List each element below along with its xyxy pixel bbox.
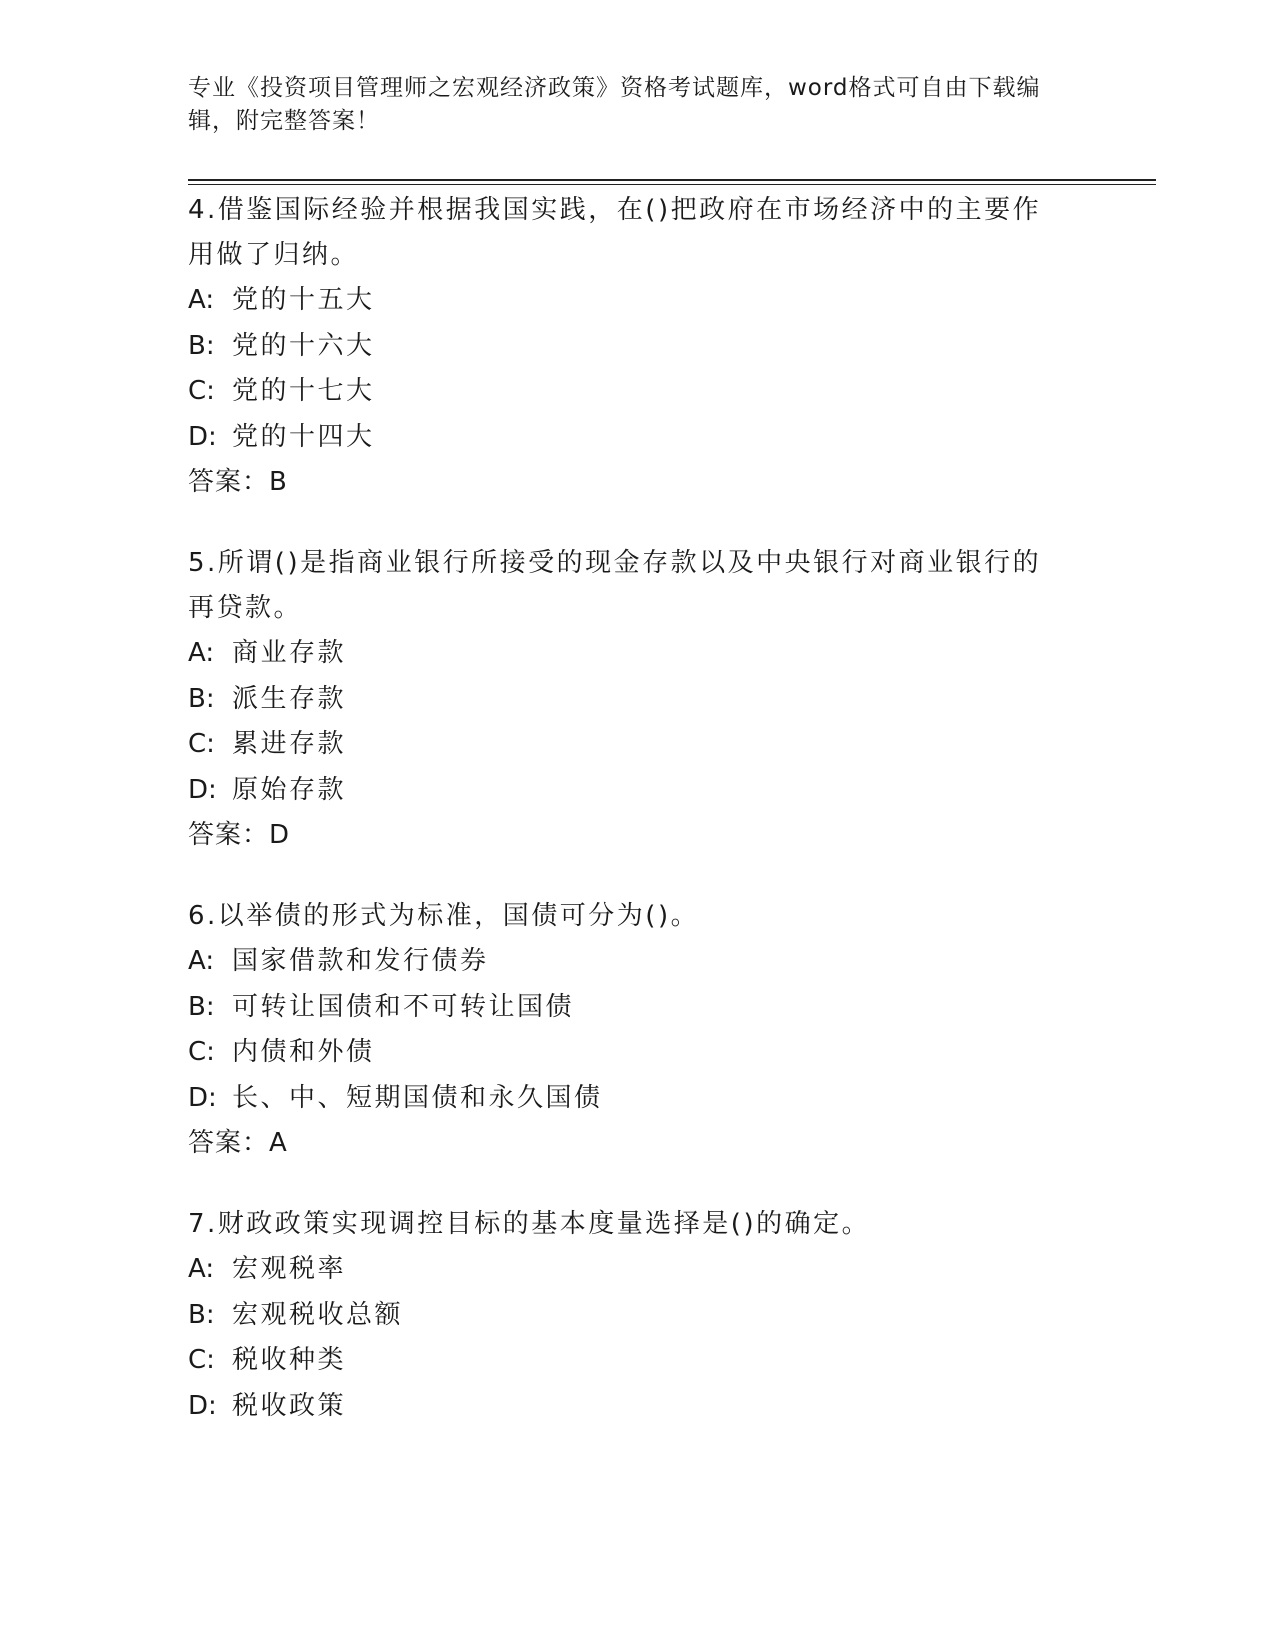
option-text: 商业存款	[232, 638, 347, 668]
option-d	[188, 415, 1088, 461]
question-stem: 7.财政政策实现调控目标的基本度量选择是()的确定。	[188, 1209, 871, 1239]
option-letter: A:	[188, 638, 215, 668]
option-b	[188, 324, 1088, 370]
option-letter: C:	[188, 1345, 215, 1375]
answer-line: 答案：B	[188, 467, 288, 497]
option-a	[188, 278, 1088, 324]
option-a	[188, 939, 1088, 985]
question-list	[188, 188, 1088, 1465]
option-text: 派生存款	[232, 683, 347, 714]
option-letter: A:	[188, 946, 215, 976]
option-c	[188, 1030, 1088, 1076]
question-4	[188, 188, 1088, 505]
option-text: 宏观税率	[232, 1254, 347, 1284]
question-stem: 4.借鉴国际经验并根据我国实践，在()把政府在市场经济中的主要作用做了归纳。	[188, 195, 1042, 270]
option-text: 党的十六大	[232, 330, 375, 361]
option-d	[188, 768, 1088, 814]
option-text: 宏观税收总额	[232, 1299, 404, 1330]
header-divider-thin	[188, 184, 1156, 185]
option-letter: C:	[188, 729, 215, 759]
option-b	[188, 985, 1088, 1031]
option-text: 党的十四大	[232, 421, 375, 452]
document-header: 专业《投资项目管理师之宏观经济政策》资格考试题库，word格式可自由下载编辑，附完整答案！	[188, 75, 1041, 134]
header-divider-thick	[188, 179, 1156, 181]
option-text: 党的十七大	[232, 376, 375, 406]
option-letter: B:	[188, 1299, 215, 1330]
answer-line: 答案：A	[188, 1128, 288, 1158]
option-letter: B:	[188, 330, 215, 361]
option-text: 长、中、短期国债和永久国债	[232, 1082, 603, 1113]
option-letter: B:	[188, 991, 215, 1022]
question-5	[188, 541, 1088, 858]
option-letter: C:	[188, 376, 215, 406]
option-text: 税收政策	[232, 1390, 347, 1421]
option-text: 国家借款和发行债券	[232, 946, 489, 976]
option-text: 税收种类	[232, 1345, 347, 1375]
question-stem: 6.以举债的形式为标准，国债可分为()。	[188, 901, 700, 931]
option-letter: D:	[188, 421, 217, 452]
option-b	[188, 677, 1088, 723]
option-letter: C:	[188, 1037, 215, 1067]
option-d	[188, 1384, 1088, 1430]
question-stem: 5.所谓()是指商业银行所接受的现金存款以及中央银行对商业银行的再贷款。	[188, 548, 1042, 623]
option-letter: A:	[188, 1254, 215, 1284]
option-letter: D:	[188, 1390, 217, 1421]
option-c	[188, 1338, 1088, 1384]
option-letter: B:	[188, 683, 215, 714]
option-a	[188, 631, 1088, 677]
option-b	[188, 1293, 1088, 1339]
question-7	[188, 1202, 1088, 1429]
option-c	[188, 369, 1088, 415]
option-a	[188, 1247, 1088, 1293]
option-c	[188, 722, 1088, 768]
option-d	[188, 1076, 1088, 1122]
option-text: 可转让国债和不可转让国债	[232, 991, 575, 1022]
option-text: 原始存款	[232, 774, 347, 805]
option-letter: D:	[188, 1082, 217, 1113]
option-text: 累进存款	[232, 729, 347, 759]
option-letter: A:	[188, 285, 215, 315]
option-letter: D:	[188, 774, 217, 805]
option-text: 党的十五大	[232, 285, 375, 315]
answer-line: 答案：D	[188, 820, 291, 850]
question-6	[188, 894, 1088, 1166]
option-text: 内债和外债	[232, 1037, 375, 1067]
